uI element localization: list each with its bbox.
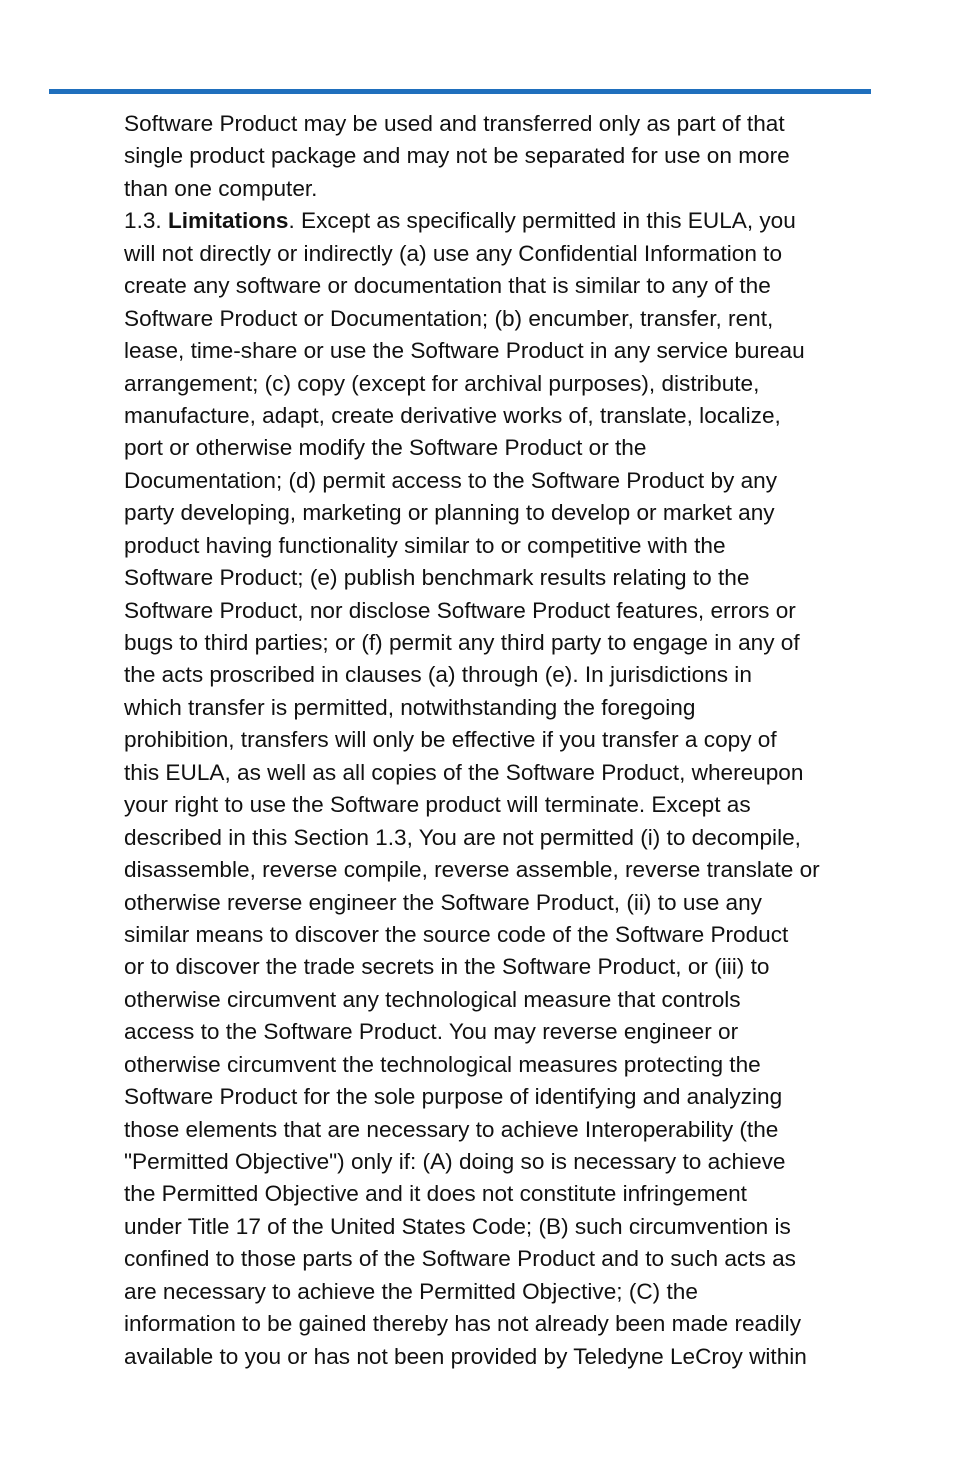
text-line: or to discover the trade secrets in the Software Product, or (iii) to [124, 954, 770, 980]
text-line: single product package and may not be separated for use on more [124, 143, 790, 169]
text-line: Software Product or Documentation; (b) encumber, transfer, rent, [124, 305, 774, 331]
section-heading-rest: . Except as specifically permitted in this EULA, you [288, 208, 796, 234]
text-line: party developing, marketing or planning to develop or market any [124, 500, 775, 526]
text-line: this EULA, as well as all copies of the Software Product, whereupon [124, 759, 804, 785]
text-line: under Title 17 of the United States Code; (B) such circumvention is [124, 1213, 791, 1239]
text-line: Software Product for the sole purpose of identifying and analyzing [124, 1084, 783, 1110]
text-line: disassemble, reverse compile, reverse assemble, reverse translate or [124, 857, 820, 883]
text-line: otherwise circumvent the technological measures protecting the [124, 1051, 761, 1077]
text-line: access to the Software Product. You may reverse engineer or [124, 1019, 739, 1045]
text-line: Software Product may be used and transferred only as part of that [124, 111, 785, 136]
text-line: create any software or documentation that is similar to any of the [124, 273, 771, 299]
header-rule [49, 89, 871, 94]
text-line: otherwise circumvent any technological measure that controls [124, 986, 741, 1012]
section-heading: Limitations [167, 208, 289, 234]
text-line: port or otherwise modify the Software Product or the [124, 435, 647, 461]
text-line: Software Product; (e) publish benchmark results relating to the [124, 565, 750, 591]
text-line: manufacture, adapt, create derivative works of, translate, localize, [124, 402, 781, 428]
text-line: product having functionality similar to or competitive with the [124, 532, 726, 558]
section-heading-line [124, 205, 869, 237]
text-line: than one computer. [124, 175, 318, 201]
text-line: bugs to third parties; or (f) permit any third party to engage in any of [124, 630, 800, 655]
text-line: those elements that are necessary to achieve Interoperability (the [124, 1116, 779, 1142]
text-line: similar means to discover the source code of the Software Product [124, 921, 789, 947]
text-line: prohibition, transfers will only be effective if you transfer a copy of [124, 727, 777, 753]
text-line: your right to use the Software product will terminate. Except as [124, 792, 751, 818]
text-line: otherwise reverse engineer the Software Product, (ii) to use any [124, 889, 762, 915]
text-line: described in this Section 1.3, You are not permitted (i) to decompile, [124, 824, 801, 850]
text-line: the acts proscribed in clauses (a) through (e). In jurisdictions in [124, 662, 752, 688]
text-line: Documentation; (d) permit access to the Software Product by any [124, 467, 778, 493]
section-number: 1.3. [124, 208, 168, 234]
document-body [124, 108, 869, 1373]
text-line: will not directly or indirectly (a) use any Confidential Information to [124, 240, 783, 266]
text-line: Software Product, nor disclose Software Product features, errors or [124, 597, 796, 623]
text-line: information to be gained thereby has not already been made readily [124, 1311, 801, 1337]
text-line: confined to those parts of the Software Product and to such acts as [124, 1246, 796, 1272]
text-line: "Permitted Objective") only if: (A) doing so is necessary to achieve [124, 1149, 786, 1174]
text-line: the Permitted Objective and it does not constitute infringement [124, 1181, 747, 1207]
text-line: which transfer is permitted, notwithstanding the foregoing [124, 694, 696, 720]
text-line: lease, time-share or use the Software Product in any service bureau [124, 338, 805, 364]
text-line: are necessary to achieve the Permitted Objective; (C) the [124, 1278, 698, 1304]
text-line: arrangement; (c) copy (except for archival purposes), distribute, [124, 370, 760, 396]
text-line: available to you or has not been provided by Teledyne LeCroy within [124, 1343, 807, 1369]
